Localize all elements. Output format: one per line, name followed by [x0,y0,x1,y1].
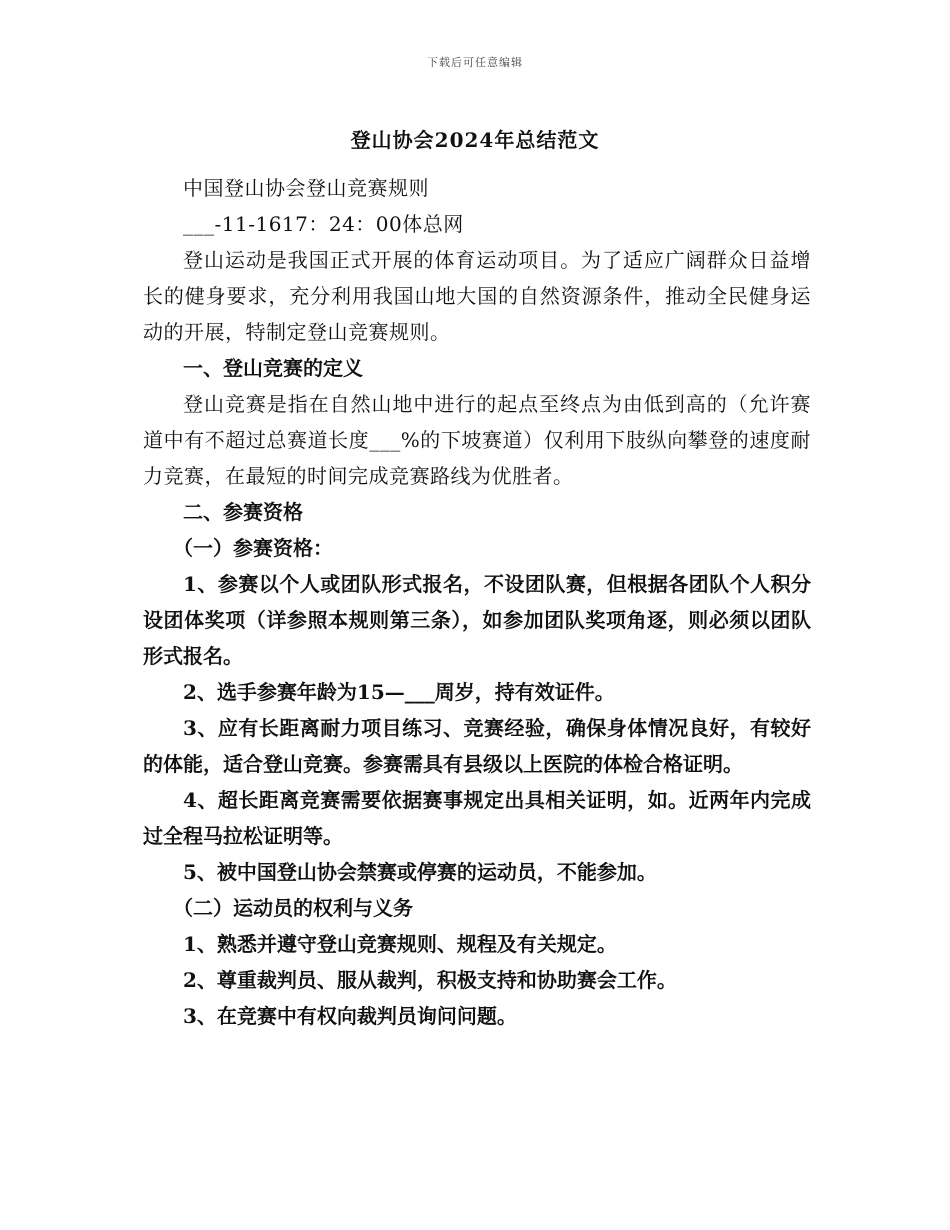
document-title: 登山协会2024年总结范文 [350,128,600,152]
paragraph-intro: 登山运动是我国正式开展的体育运动项目。为了适应广阔群众日益增长的健身要求，充分利用我国山地大国的自然资源条件，推动全民健身运动的开展，特制定登山竞赛规则。 [143,248,811,344]
paragraph-definition: 登山竞赛是指在自然山地中进行的起点至终点为由低到高的（允许赛道中有不超过总赛道长度___%的下坡赛道）仅利用下肢纵向攀登的速度耐力竞赛，在最短的时间完成竞赛路线为优胜者。 [143,392,811,488]
rights-item-2: 2、尊重裁判员、服从裁判，积极支持和协助赛会工作。 [183,968,677,992]
rights-item-3: 3、在竞赛中有权向裁判员询问问题。 [183,1004,517,1028]
paragraph-date-source: ___-11-1617：24：00体总网 [183,212,464,236]
rights-item-1: 1、熟悉并遵守登山竞赛规则、规程及有关规定。 [183,932,617,956]
section-heading-definition: 一、登山竞赛的定义 [183,356,363,380]
document-body [143,170,811,1034]
eligibility-item-5: 5、被中国登山协会禁赛或停赛的运动员，不能参加。 [183,860,657,884]
eligibility-item-4: 4、超长距离竞赛需要依据赛事规定出具相关证明，如。近两年内完成过全程马拉松证明等。 [143,788,811,848]
paragraph-rule-name: 中国登山协会登山竞赛规则 [183,176,429,200]
eligibility-item-2: 2、选手参赛年龄为15—___周岁，持有效证件。 [183,680,615,704]
eligibility-item-1: 1、参赛以个人或团队形式报名，不设团队赛，但根据各团队个人积分设团体奖项（详参照本规则第三条），如参加团队奖项角逐，则必须以团队形式报名。 [143,572,811,668]
header-note: 下载后可任意编辑 [427,56,523,69]
eligibility-item-3: 3、应有长距离耐力项目练习、竞赛经验，确保身体情况良好，有较好的体能，适合登山竞赛。参赛需具有县级以上医院的体检合格证明。 [143,716,811,776]
subsection-heading-eligibility: （一）参赛资格： [173,536,333,560]
subsection-heading-rights: （二）运动员的权利与义务 [173,896,413,920]
section-heading-eligibility: 二、参赛资格 [183,500,303,524]
